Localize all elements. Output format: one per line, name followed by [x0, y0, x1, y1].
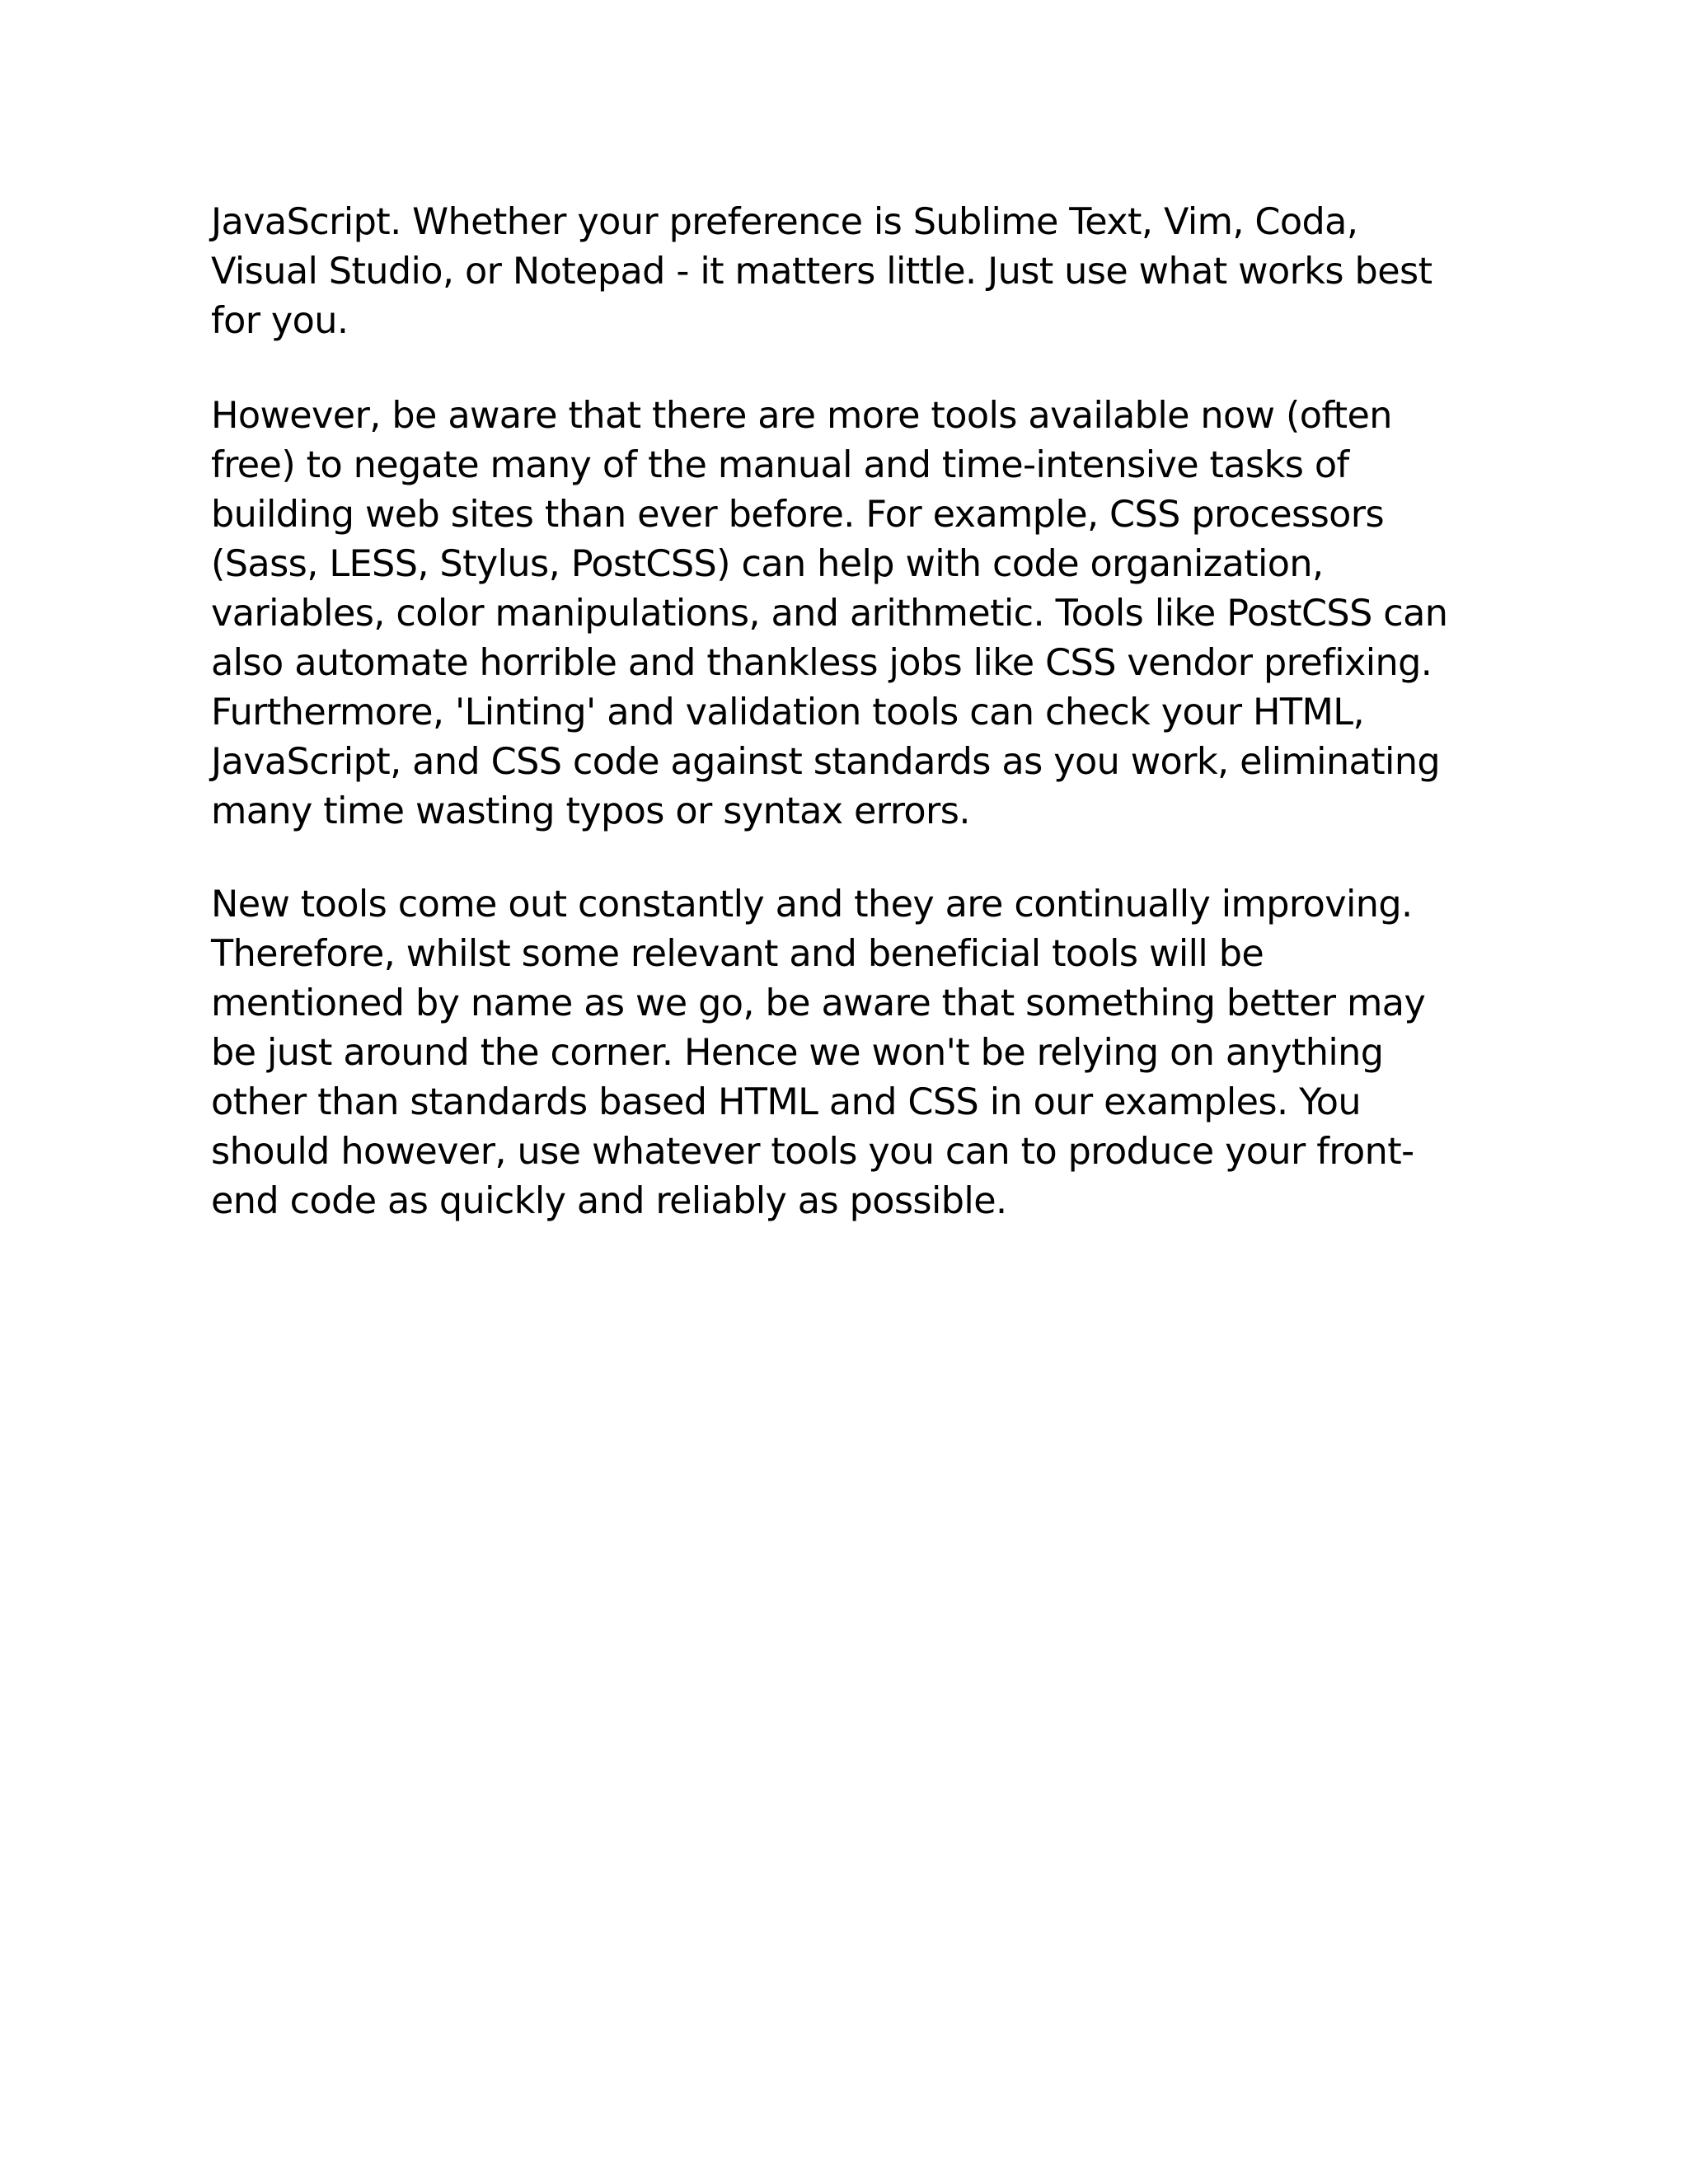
text-line: Visual Studio, or Notepad - it matters little. Just use what works best — [211, 251, 1432, 293]
text-line: However, be aware that there are more tools available now (often — [211, 395, 1392, 437]
text-line: building web sites than ever before. For example, CSS processors — [211, 494, 1385, 536]
text-line: Therefore, whilst some relevant and beneficial tools will be — [211, 933, 1264, 975]
text-line: Furthermore, 'Linting' and validation tools can check your HTML, — [211, 691, 1364, 733]
text-line: variables, color manipulations, and arithmetic. Tools like PostCSS can — [211, 593, 1448, 635]
paragraph-editor-preference — [211, 198, 1432, 346]
text-line: should however, use whatever tools you can to produce your front- — [211, 1131, 1414, 1173]
text-line: JavaScript. Whether your preference is Sublime Text, Vim, Coda, — [211, 201, 1358, 243]
text-line: for you. — [211, 300, 349, 342]
text-line: many time wasting typos or syntax errors. — [211, 790, 970, 832]
text-line: other than standards based HTML and CSS in our examples. You — [211, 1081, 1361, 1123]
text-line: JavaScript, and CSS code against standards as you work, eliminating — [211, 741, 1441, 783]
text-line: New tools come out constantly and they are continually improving. — [211, 883, 1413, 926]
text-line: free) to negate many of the manual and time-intensive tasks of — [211, 444, 1349, 486]
paragraph-new-tools — [211, 880, 1425, 1226]
text-line: be just around the corner. Hence we won't be relying on anything — [211, 1032, 1384, 1074]
text-line: mentioned by name as we go, be aware that something better may — [211, 982, 1426, 1024]
text-line: end code as quickly and reliably as possible. — [211, 1180, 1007, 1222]
text-line: (Sass, LESS, Stylus, PostCSS) can help with code organization, — [211, 543, 1324, 585]
paragraph-tools-available — [211, 391, 1447, 837]
text-line: also automate horrible and thankless jobs like CSS vendor prefixing. — [211, 642, 1432, 684]
